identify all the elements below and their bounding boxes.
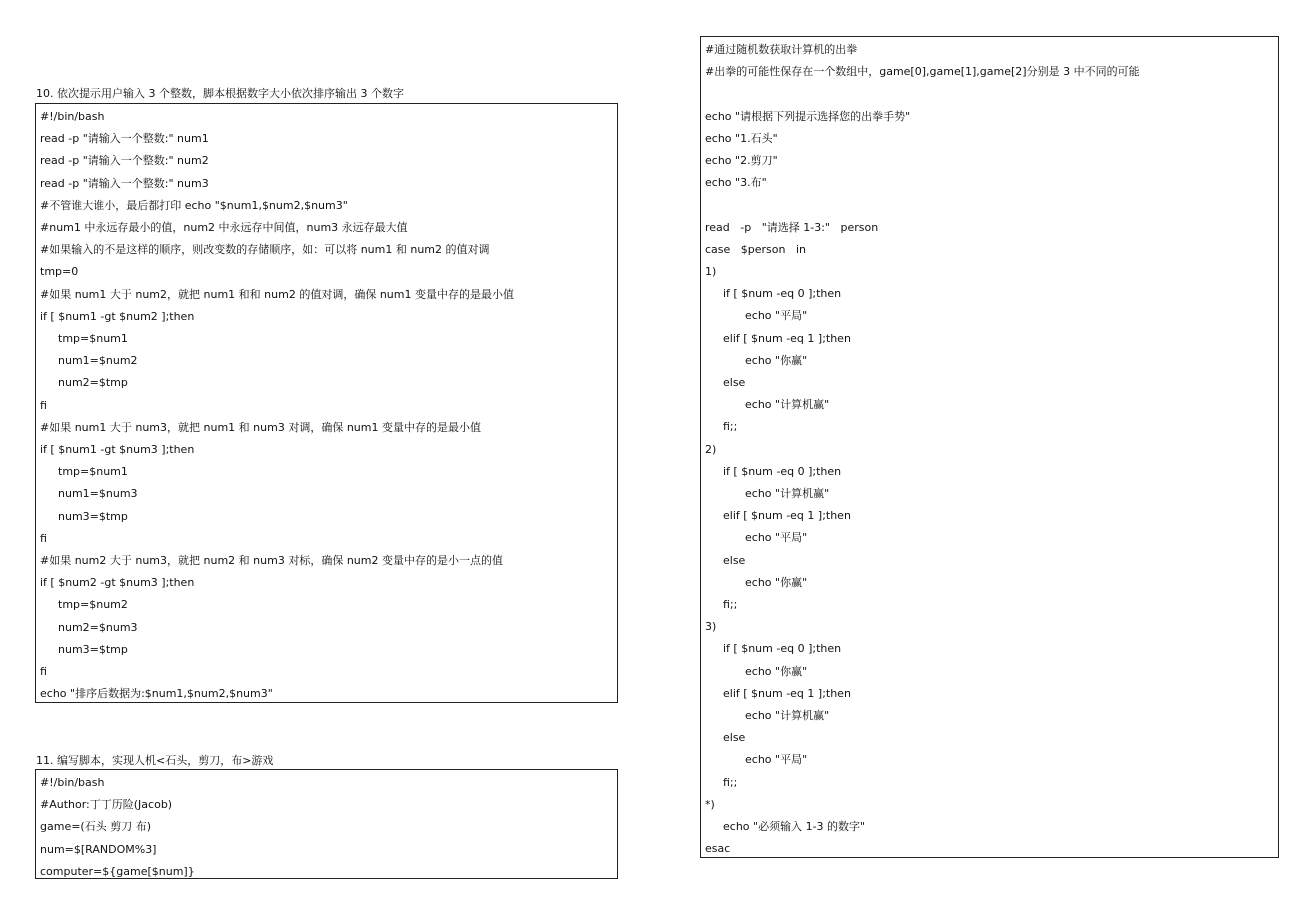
code-block-rps-game-continued [700, 36, 1279, 858]
code-line: read -p "请输入一个整数:" num1 [40, 132, 209, 146]
code-line: echo "你赢" [745, 353, 808, 367]
code-line: read -p "请输入一个整数:" num2 [40, 154, 209, 168]
code-line: #num1 中永远存最小的值，num2 中永远存中间值，num3 永远存最大值 [40, 221, 408, 234]
code-line: echo "你赢" [745, 664, 808, 678]
code-line: #如果输入的不是这样的顺序，则改变数的存储顺序，如：可以将 num1 和 num2 的值对调 [40, 243, 490, 257]
code-line: if [ $num -eq 0 ];then [723, 287, 842, 301]
code-block-sort-numbers [35, 103, 618, 703]
code-line: num1=$num2 [58, 354, 138, 368]
code-line: if [ $num -eq 0 ];then [723, 464, 842, 478]
code-line: read -p "请输入一个整数:" num3 [40, 176, 209, 190]
code-line: #!/bin/bash [40, 776, 105, 789]
code-line: echo "2.剪刀" [705, 154, 778, 167]
code-line: echo "计算机赢" [745, 709, 830, 722]
code-line: #通过随机数获取计算机的出拳 [705, 43, 858, 56]
code-line: tmp=0 [40, 265, 79, 279]
code-line: fi [40, 531, 47, 545]
code-line: esac [705, 842, 731, 856]
code-line: echo "排序后数据为:$num1,$num2,$num3" [40, 687, 273, 701]
code-line: if [ $num1 -gt $num2 ];then [40, 309, 195, 323]
code-line: #如果 num1 大于 num2，就把 num1 和和 num2 的值对调，确保 num1 变量中存的是最小值 [40, 287, 514, 301]
code-line: fi;; [723, 775, 738, 789]
code-line: num2=$num3 [58, 620, 138, 634]
code-line: fi [40, 398, 47, 412]
code-line: if [ $num2 -gt $num3 ];then [40, 576, 195, 590]
code-line: tmp=$num1 [58, 332, 128, 345]
code-line: echo "1.石头" [705, 131, 778, 145]
code-block-rps-game-start [35, 769, 618, 879]
code-line: 1) [705, 265, 717, 278]
code-line: if [ $num1 -gt $num3 ];then [40, 443, 195, 456]
code-line: echo "请根据下列提示选择您的出拳手势" [705, 109, 911, 123]
code-line: read -p "请选择 1-3:" person [705, 220, 879, 234]
code-line: elif [ $num -eq 1 ];then [723, 686, 851, 700]
code-line: 3) [705, 620, 717, 634]
code-line: echo "计算机赢" [745, 398, 830, 412]
code-line: num3=$tmp [58, 642, 128, 656]
code-line: case $person in [705, 242, 806, 256]
code-line: echo "3.布" [705, 176, 767, 190]
code-line: #Author:丁丁历险(Jacob) [40, 798, 173, 812]
code-line: fi;; [723, 598, 738, 611]
code-line: elif [ $num -eq 1 ];then [723, 509, 851, 523]
code-line: echo "平局" [745, 309, 808, 323]
code-line: tmp=$num1 [58, 465, 128, 479]
code-line: game=(石头 剪刀 布) [40, 820, 151, 834]
code-line: #如果 num1 大于 num3，就把 num1 和 num3 对调，确保 num1 变量中存的是最小值 [40, 420, 481, 434]
code-line: echo "计算机赢" [745, 487, 830, 500]
code-line: else [723, 731, 746, 745]
code-line: #出拳的可能性保存在一个数组中，game[0],game[1],game[2]分别是 3 中不同的可能 [705, 65, 1140, 79]
code-line: num1=$num3 [58, 487, 138, 501]
code-line: echo "平局" [745, 753, 808, 767]
code-line: #不管谁大谁小，最后都打印 echo "$num1,$num2,$num3" [40, 198, 348, 212]
code-line: elif [ $num -eq 1 ];then [723, 331, 851, 345]
code-line: fi [40, 665, 47, 678]
code-line: num3=$tmp [58, 509, 128, 523]
code-line: #如果 num2 大于 num3，就把 num2 和 num3 对标，确保 num2 变量中存的是小一点的值 [40, 554, 503, 567]
code-line: computer=${game[$num]} [40, 864, 195, 878]
code-line: num2=$tmp [58, 376, 128, 390]
code-line: num=$[RANDOM%3] [40, 842, 157, 856]
section-10-heading: 10. 依次提示用户输入 3 个整数，脚本根据数字大小依次排序输出 3 个数字 [36, 87, 404, 100]
code-line: echo "必须输入 1-3 的数字" [723, 820, 866, 833]
code-line: echo "平局" [745, 531, 808, 545]
code-line: if [ $num -eq 0 ];then [723, 642, 842, 656]
code-line: 2) [705, 442, 717, 456]
code-line: tmp=$num2 [58, 598, 128, 612]
code-line: else [723, 553, 746, 567]
code-line: *) [705, 797, 715, 811]
code-line: else [723, 376, 746, 389]
code-line: #!/bin/bash [40, 110, 105, 123]
code-line: echo "你赢" [745, 575, 808, 589]
section-11-heading: 11. 编写脚本，实现人机<石头，剪刀，布>游戏 [36, 754, 274, 767]
code-line: fi;; [723, 420, 738, 434]
